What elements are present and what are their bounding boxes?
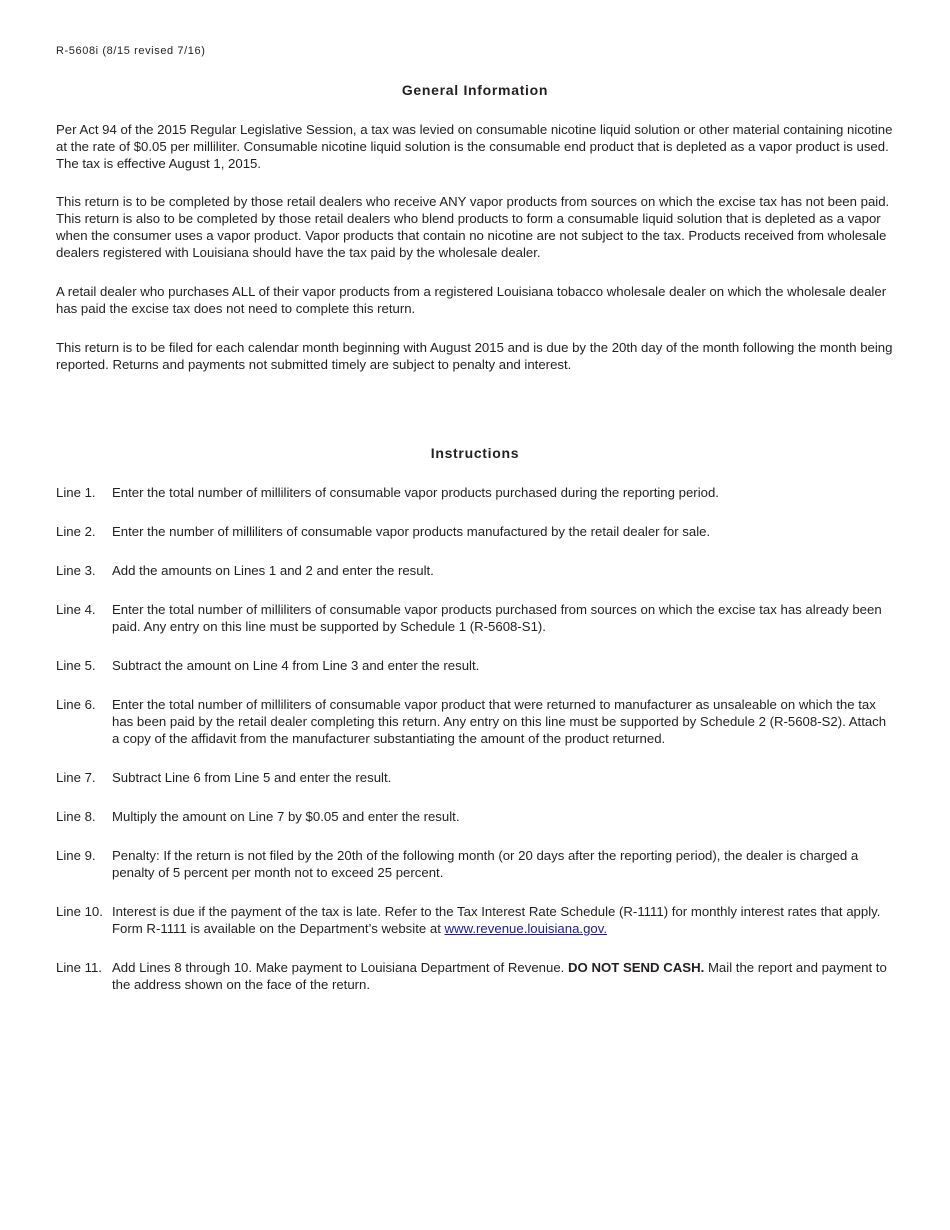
line-text: Enter the total number of milliliters of consumable vapor products purchased during the reporting period. — [112, 485, 719, 500]
line-text: Enter the total number of milliliters of consumable vapor product that were returned to manufacturer as unsaleable on which the tax has been paid by the retail dealer completing this return. Any entry on this line must be supported by Schedule 2 (R-5608-S2). Attach a copy of the affidavit from the manufacturer substantiating the amount of the product returned. — [112, 697, 887, 746]
line-label: Line 6. — [56, 697, 96, 712]
instruction-line — [56, 959, 894, 993]
instruction-line — [56, 769, 894, 786]
instruction-line — [56, 562, 894, 579]
line-text: Subtract the amount on Line 4 from Line 3 and enter the result. — [112, 658, 480, 673]
form-number: R-5608i (8/15 revised 7/16) — [56, 45, 206, 57]
line-text: Subtract Line 6 from Line 5 and enter the result. — [112, 770, 392, 785]
instruction-line — [56, 696, 894, 747]
line-label: Line 2. — [56, 524, 96, 539]
line-label: Line 1. — [56, 485, 96, 500]
line-text: Enter the total number of milliliters of consumable vapor products purchased from sources on which the excise tax has already been paid. Any entry on this line must be supported by Schedule 1 (R-5608-S1). — [112, 602, 882, 634]
general-paragraph-3: A retail dealer who purchases ALL of their vapor products from a registered Louisiana tobacco wholesale dealer on which the wholesale dealer has paid the excise tax does not need to complete this return. — [56, 284, 887, 316]
line-label: Line 8. — [56, 809, 96, 824]
line-text — [112, 903, 894, 937]
instruction-line — [56, 847, 894, 881]
revenue-website-link[interactable]: www.revenue.louisiana.gov. — [444, 921, 608, 936]
general-information-heading: General Information — [401, 82, 549, 98]
instruction-line — [56, 484, 894, 501]
instruction-line — [56, 601, 894, 635]
line-text-part: Interest is due if the payment of the tax is late. Refer to the Tax Interest Rate Schedule (R-1111) for monthly interest rates that apply. Form R-1111 is available on the Department’s website at — [112, 904, 881, 936]
line-label: Line 11. — [56, 960, 102, 975]
instruction-line — [56, 657, 894, 674]
line-text: Penalty: If the return is not filed by the 20th of the following month (or 20 days after the reporting period), the dealer is charged a penalty of 5 percent per month not to exceed 25 percent. — [112, 848, 859, 880]
general-paragraph-2: This return is to be completed by those retail dealers who receive ANY vapor products from sources on which the excise tax has not been paid. This return is also to be completed by those retail dealers who blend products to form a consumable liquid solution that is depleted as a vapor when the consumer uses a vapor product. Vapor products that contain no nicotine are not subject to the tax. Products received from wholesale dealers registered with Louisiana should have the tax paid by the wholesale dealer. — [56, 194, 890, 260]
line-label: Line 4. — [56, 602, 96, 617]
line-text: Add the amounts on Lines 1 and 2 and enter the result. — [112, 563, 434, 578]
line-text: Enter the number of milliliters of consumable vapor products manufactured by the retail dealer for sale. — [112, 524, 711, 539]
line-label: Line 3. — [56, 563, 96, 578]
instruction-line — [56, 808, 894, 825]
line-label: Line 7. — [56, 770, 96, 785]
line-text — [112, 959, 894, 993]
line-label: Line 10. — [56, 904, 103, 919]
do-not-send-cash-warning: DO NOT SEND CASH. — [568, 960, 705, 975]
line-text-part: Mail the report and payment to the address shown on the face of the return. — [112, 960, 887, 992]
general-paragraph-4: This return is to be filed for each calendar month beginning with August 2015 and is due by the 20th day of the month following the month being reported. Returns and payments not submitted timely are subject to penalty and interest. — [56, 340, 893, 372]
line-label: Line 5. — [56, 658, 96, 673]
general-paragraph-1: Per Act 94 of the 2015 Regular Legislative Session, a tax was levied on consumable nicotine liquid solution or other material containing nicotine at the rate of $0.05 per milliliter. Consumable nicotine liquid solution is the consumable end product that is depleted as a vapor product is used. The tax is effective August 1, 2015. — [56, 122, 893, 171]
instruction-line — [56, 523, 894, 540]
instructions-heading: Instructions — [430, 445, 520, 461]
instruction-line — [56, 903, 894, 937]
line-label: Line 9. — [56, 848, 96, 863]
line-text-part: Add Lines 8 through 10. Make payment to Louisiana Department of Revenue. — [112, 960, 568, 975]
line-text: Multiply the amount on Line 7 by $0.05 and enter the result. — [112, 809, 460, 824]
